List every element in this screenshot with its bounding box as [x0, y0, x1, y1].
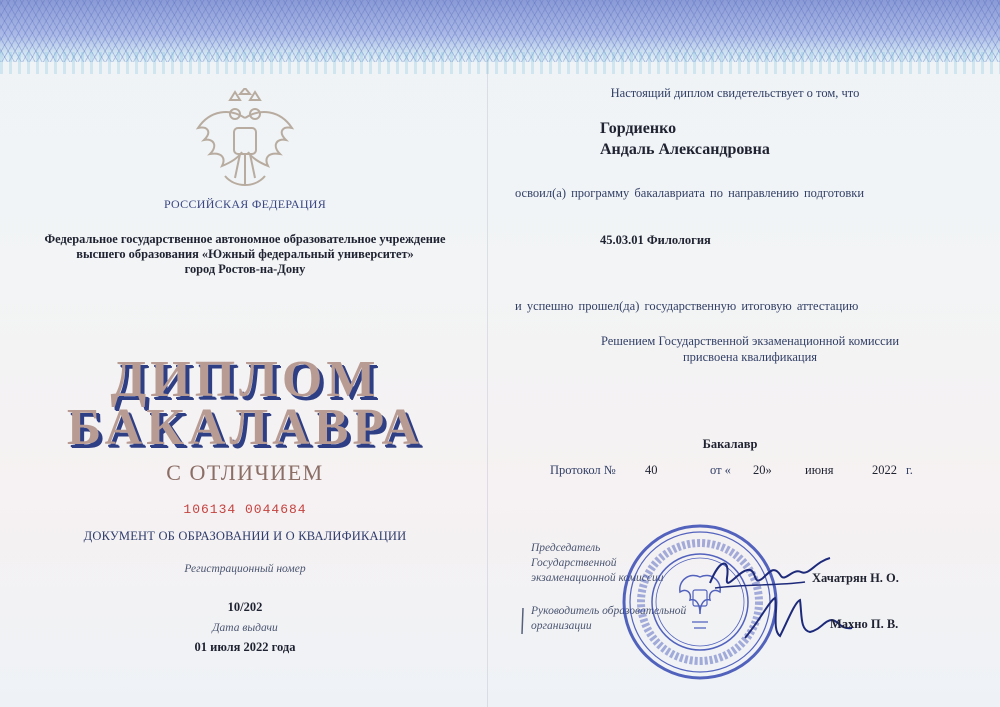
protocol-from-label: от «: [710, 463, 731, 477]
qualification: Бакалавр: [702, 437, 758, 451]
head-name: Махно П. В.: [830, 617, 899, 631]
decision-line-2: присвоена квалификация: [682, 350, 818, 364]
program-statement: освоил(а) программу бакалавриата по направлению подготовки: [515, 186, 865, 200]
protocol-month: июня: [805, 463, 834, 477]
graduate-given-names: Андаль Александровна: [600, 141, 770, 158]
institution-line-1: Федеральное государственное автономное образовательное учреждение: [44, 232, 446, 246]
head-label-line-2: организации: [531, 620, 592, 632]
page-fold: [487, 60, 488, 707]
commission-decision: [540, 333, 960, 365]
institution-line-3: город Ростов-на-Дону: [184, 262, 306, 276]
country-name: РОССИЙСКАЯ ФЕДЕРАЦИЯ: [163, 197, 327, 211]
institution-line-2: высшего образования «Южный федеральный университет»: [76, 247, 414, 261]
decorative-wave: [0, 52, 1000, 74]
honors-label: С ОТЛИЧИЕМ: [166, 460, 324, 485]
issue-date-label: Дата выдачи: [212, 622, 278, 634]
certification-intro: Настоящий диплом свидетельствует о том, что: [610, 86, 860, 100]
margin-mark-icon: [519, 606, 527, 636]
serial-number: 106134 0044684: [183, 502, 307, 517]
institution-name: [20, 232, 470, 277]
registration-number: 10/202: [227, 600, 263, 614]
issue-date: 01 июля 2022 года: [194, 640, 296, 654]
protocol-day: 20»: [753, 463, 772, 477]
chair-label-line-1: Председатель: [531, 542, 601, 554]
protocol-year: 2022: [872, 463, 897, 477]
graduate-surname: Гордиенко: [600, 120, 677, 137]
document-type: ДОКУМЕНТ ОБ ОБРАЗОВАНИИ И О КВАЛИФИКАЦИИ: [83, 529, 407, 543]
protocol-label: Протокол №: [550, 463, 616, 477]
chair-name: Хачатрян Н. О.: [812, 571, 899, 585]
diploma-title-line-2: БАКАЛАВРА: [66, 399, 424, 456]
program-name: 45.03.01 Филология: [600, 233, 711, 247]
attestation-statement: и успешно прошел(да) государственную итоговую аттестацию: [515, 299, 859, 313]
head-label-line-1: Руководитель образовательной: [531, 605, 687, 617]
protocol-number: 40: [645, 463, 658, 477]
coat-of-arms-icon: [190, 88, 300, 196]
registration-number-label: Регистрационный номер: [184, 563, 306, 575]
diploma-title-line-1: ДИПЛОМ: [110, 351, 380, 408]
chair-label-line-2: Государственной: [531, 557, 617, 569]
decision-line-1: Решением Государственной экзаменационной комиссии: [600, 334, 900, 348]
protocol-year-suffix: г.: [906, 463, 913, 477]
chair-label-line-3: экзаменационной комиссии: [531, 572, 664, 584]
